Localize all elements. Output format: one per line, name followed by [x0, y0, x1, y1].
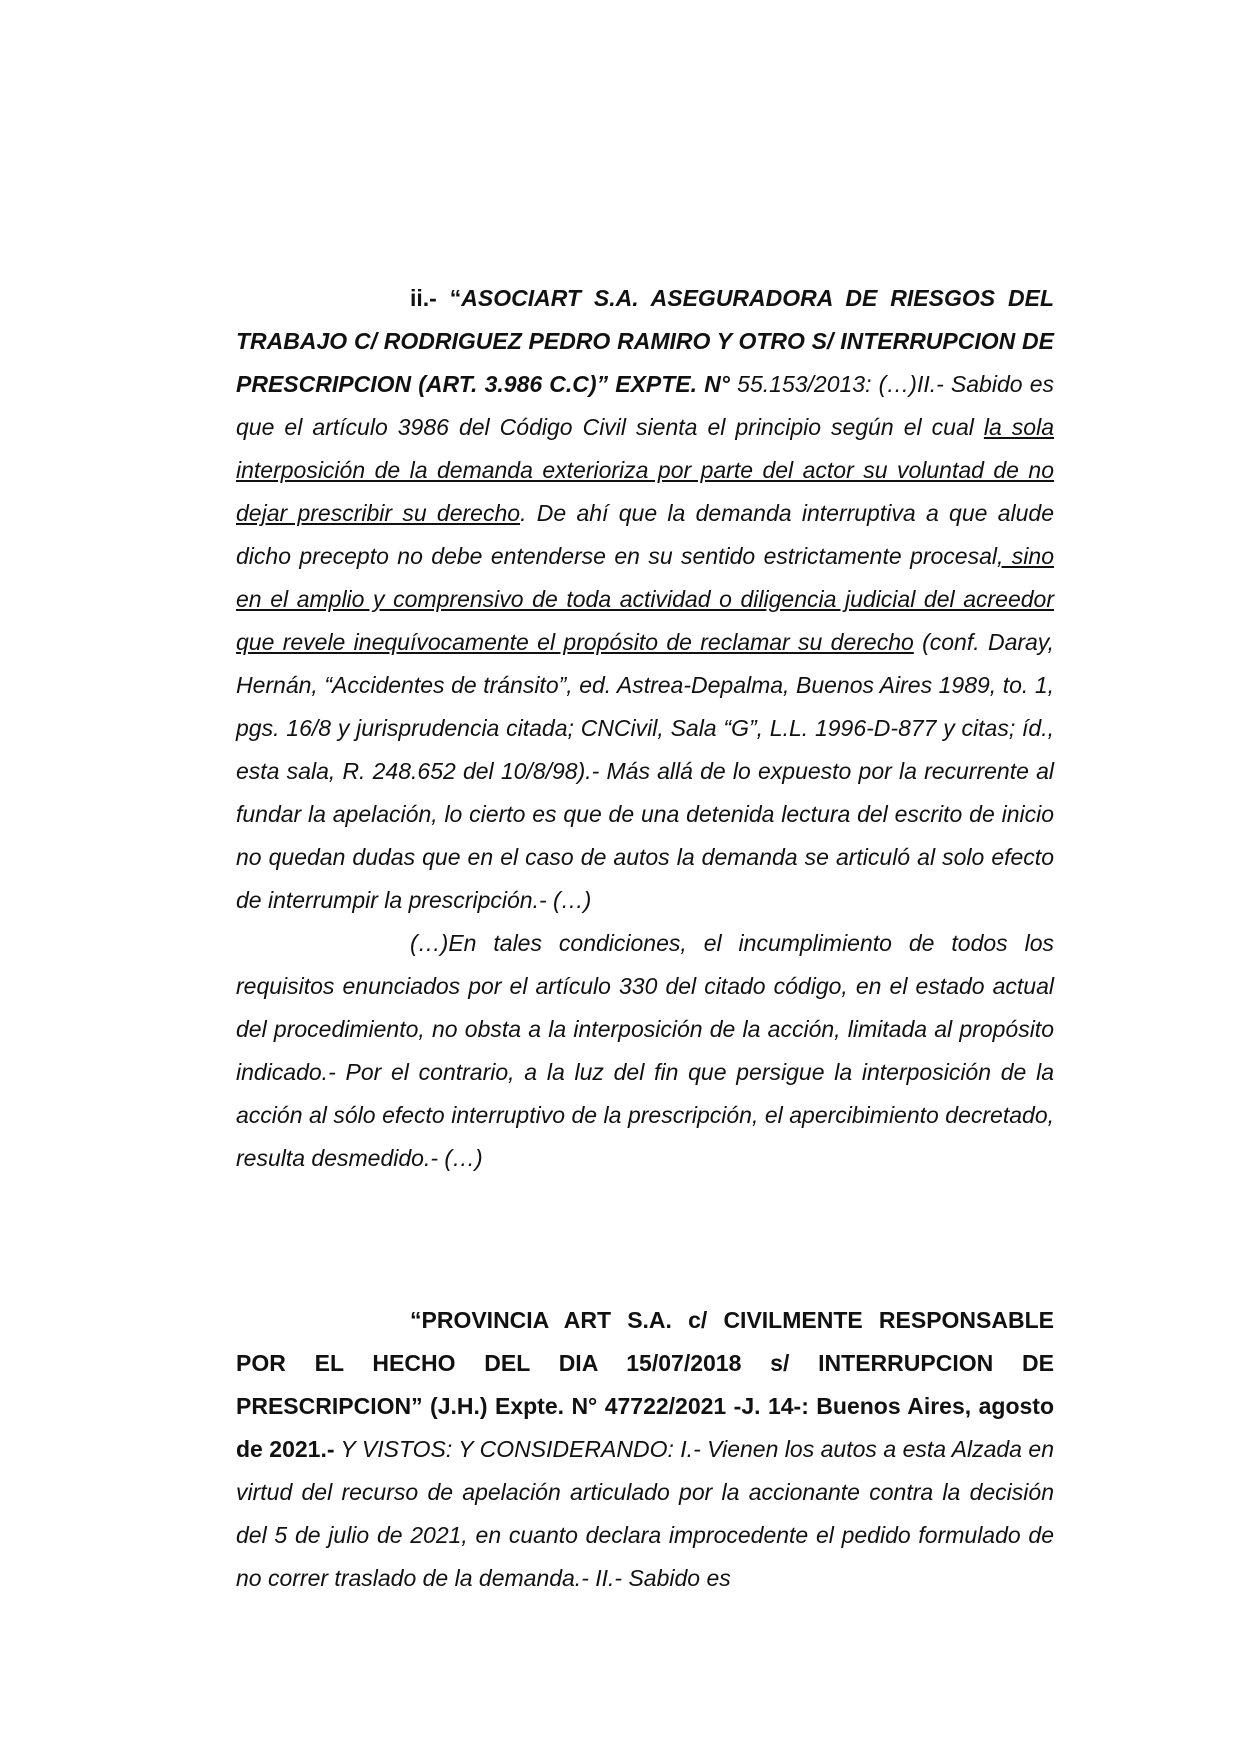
citation-1-underlined-2: , sino en el amplio y comprensivo de toda actividad o diligencia judicial del acreedor que revele inequívocamente el propósito de reclamar su derecho	[236, 543, 1054, 655]
citation-1-text-3: (conf. Daray, Hernán, “Accidentes de tránsito”, ed. Astrea-Depalma, Buenos Aires 1989, to. 1, pgs. 16/8 y jurisprudencia citada; CNCivil, Sala “G”, L.L. 1996-D-877 y citas; íd., esta sala, R. 248.652 del 10/8/98).- Más allá de lo expuesto por la recurrente al fundar la apelación, lo cierto es que de una detenida lectura del escrito de inicio no quedan dudas que en el caso de autos la demanda se articuló al solo efecto de interrumpir la prescripción.- (…)	[236, 629, 1054, 913]
citation-2-paragraph-1	[236, 1299, 1054, 1600]
citation-1-paragraph-1	[236, 277, 1054, 922]
citation-1-underlined-1: la sola interposición de la demanda exterioriza por parte del actor su voluntad de no dejar prescribir su derecho	[236, 414, 1054, 526]
citation-1-paragraph-2: (…)En tales condiciones, el incumplimiento de todos los requisitos enunciados por el artículo 330 del citado código, en el estado actual del procedimiento, no obsta a la interposición de la acción, limitada al propósito indicado.- Por el contrario, a la luz del fin que persigue la interposición de la acción al sólo efecto interruptivo de la prescripción, el apercibimiento decretado, resulta desmedido.- (…)	[236, 930, 1054, 1171]
citation-1	[236, 277, 1054, 1180]
citation-1-heading-title: ASOCIART S.A. ASEGURADORA DE RIESGOS DEL TRABAJO C/ RODRIGUEZ PEDRO RAMIRO Y OTRO S/ INTERRUPCION DE PRESCRIPCION (ART. 3.986 C.C)” EXPTE. N°	[236, 285, 1054, 397]
citation-2	[236, 1299, 1054, 1600]
citation-1-text-2: . De ahí que la demanda interruptiva a que alude dicho precepto no debe entenderse en su sentido estrictamente procesal	[236, 500, 1055, 569]
citation-2-body: Y VISTOS: Y CONSIDERANDO: I.- Vienen los autos a esta Alzada en virtud del recurso de apelación articulado por la accionante contra la decisión del 5 de julio de 2021, en cuanto declara improcedente el pedido formulado de no correr traslado de la demanda.- II.- Sabido es	[236, 1436, 1054, 1591]
citation-2-heading: “PROVINCIA ART S.A. c/ CIVILMENTE RESPONSABLE POR EL HECHO DEL DIA 15/07/2018 s/ INTERRUPCION DE PRESCRIPCION” (J.H.) Expte. N° 47722/2021 -J. 14-: Buenos Aires, agosto de 2021.-	[236, 1307, 1054, 1462]
citation-1-expte: 55.153/2013: (…)II.- Sabido es que el artículo 3986 del Código Civil sienta el principio según el cual	[236, 371, 1054, 440]
citation-1-heading-prefix: ii.- “	[410, 285, 462, 311]
